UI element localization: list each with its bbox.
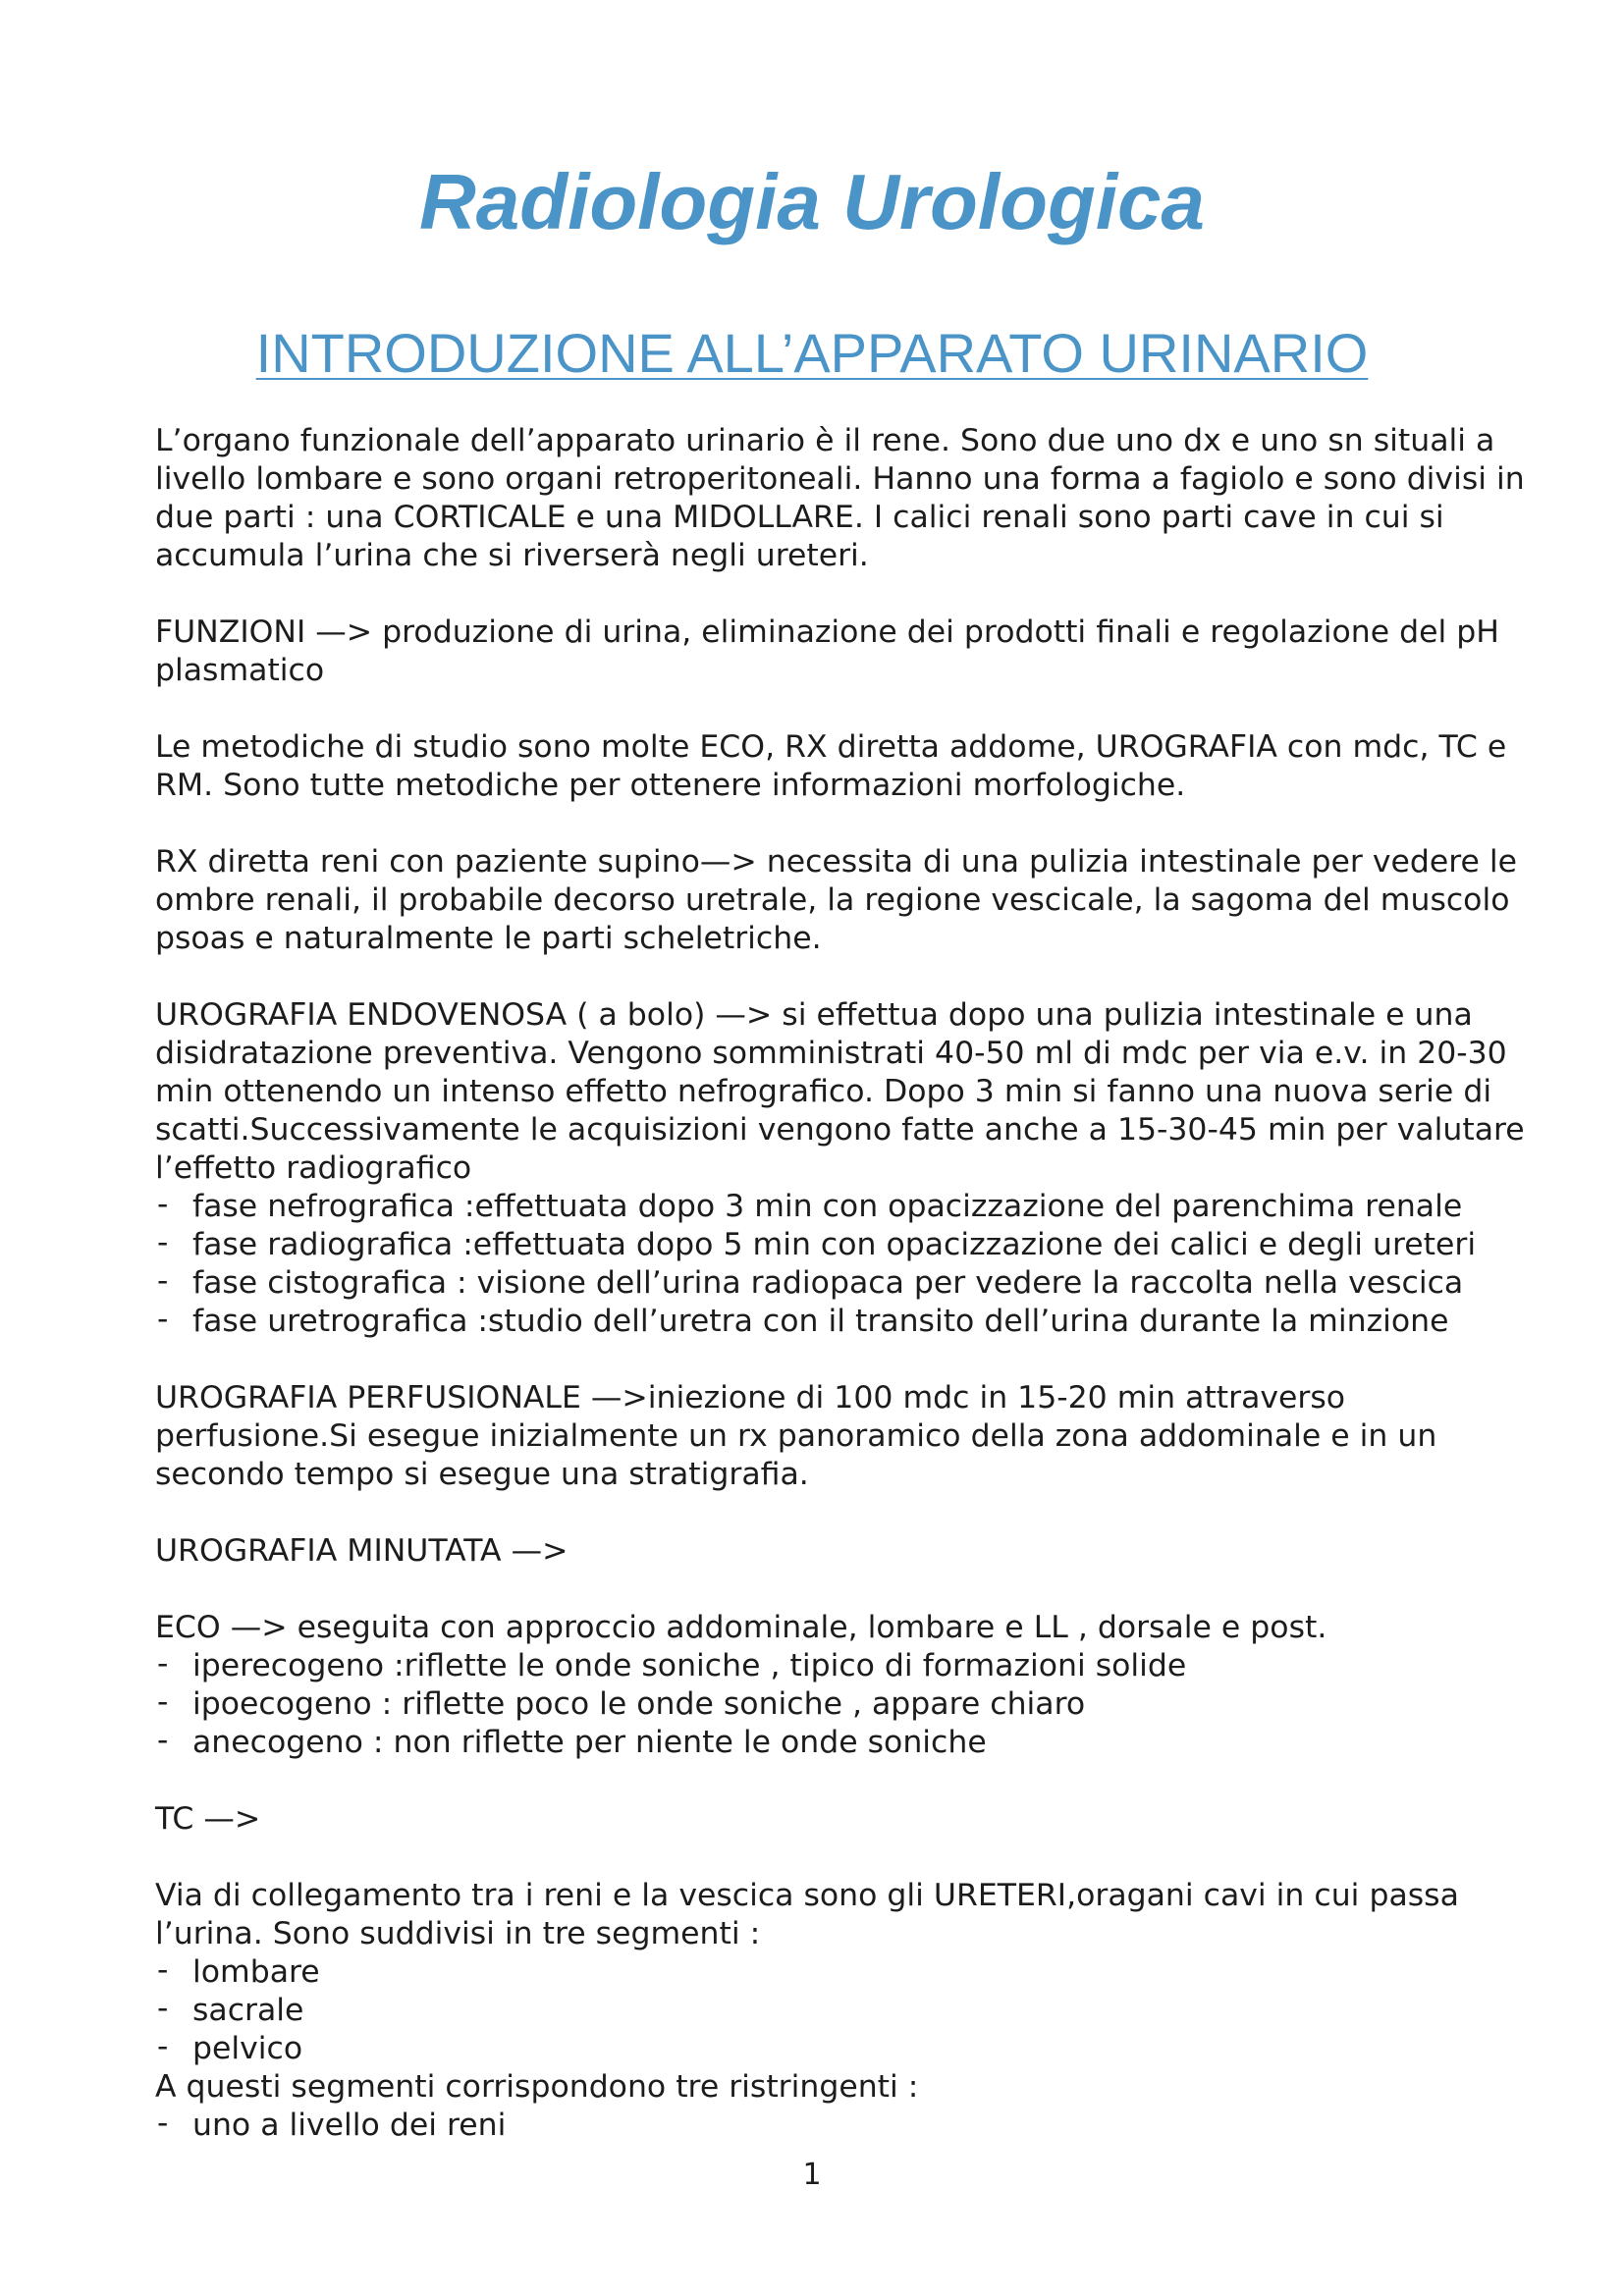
segmenti-list	[155, 1953, 1530, 2068]
eco-list	[155, 1647, 1530, 1762]
fasi-list	[155, 1188, 1530, 1341]
list-item: - fase uretrografica :studio dell’uretra con il transito dell’urina durante la minzione	[155, 1303, 1530, 1341]
list-item: - pelvico	[155, 2030, 1530, 2068]
document-body	[155, 422, 1530, 2145]
list-item: - anecogeno : non riflette per niente le onde soniche	[155, 1724, 1530, 1762]
urografia-endovenosa-paragraph: UROGRAFIA ENDOVENOSA ( a bolo) —> si effettua dopo una pulizia intestinale e una disidratazione preventiva. Vengono somministrati 40-50 ml di mdc per via e.v. in 20-30 min ottenendo un intenso effetto nefrografico. Dopo 3 min si fanno una nuova serie di scatti.Successivamente le acquisizioni vengono fatte anche a 15-30-45 min per valutare l’effetto radiografico	[155, 997, 1525, 1186]
tc-paragraph: TC —>	[155, 1801, 261, 1837]
urografia-perfusionale-paragraph: UROGRAFIA PERFUSIONALE —>iniezione di 100 mdc in 15-20 min attraverso perfusione.Si esegue inizialmente un rx panoramico della zona addominale e in un secondo tempo si esegue una stratigrafia.	[155, 1380, 1437, 1492]
list-item: - fase nefrografica :effettuata dopo 3 min con opacizzazione del parenchima renale	[155, 1188, 1530, 1226]
list-item: - fase radiografica :effettuata dopo 5 min con opacizzazione dei calici e degli ureteri	[155, 1226, 1530, 1264]
metodiche-paragraph: Le metodiche di studio sono molte ECO, RX diretta addome, UROGRAFIA con mdc, TC e RM. Sono tutte metodiche per ottenere informazioni morfologiche.	[155, 729, 1507, 803]
list-item: - fase cistografica : visione dell’urina radiopaca per vedere la raccolta nella vescica	[155, 1264, 1530, 1303]
list-item: - lombare	[155, 1953, 1530, 1992]
rx-diretta-paragraph: RX diretta reni con paziente supino—> necessita di una pulizia intestinale per vedere le ombre renali, il probabile decorso uretrale, la regione vescicale, la sagoma del muscolo psoas e naturalmente le parti scheletriche.	[155, 844, 1517, 956]
ristringenti-list	[155, 2107, 1530, 2145]
urografia-minutata-paragraph: UROGRAFIA MINUTATA —>	[155, 1533, 568, 1569]
list-item: - uno a livello dei reni	[155, 2107, 1530, 2145]
page-number: 1	[802, 2158, 822, 2192]
ureteri-paragraph: Via di collegamento tra i reni e la vescica sono gli URETERI,oragani cavi in cui passa l’urina. Sono suddivisi in tre segmenti :	[155, 1878, 1459, 1951]
document-title: Radiologia Urologica	[418, 158, 1206, 245]
funzioni-paragraph: FUNZIONI —> produzione di urina, eliminazione dei prodotti finali e regolazione del pH plasmatico	[155, 614, 1499, 688]
eco-paragraph: ECO —> eseguita con approccio addominale, lombare e LL , dorsale e post.	[155, 1610, 1327, 1645]
list-item: - ipoecogeno : riflette poco le onde soniche , appare chiaro	[155, 1685, 1530, 1724]
list-item: - sacrale	[155, 1992, 1530, 2030]
ristringenti-intro: A questi segmenti corrispondono tre ristringenti :	[155, 2069, 919, 2105]
intro-paragraph: L’organo funzionale dell’apparato urinario è il rene. Sono due uno dx e uno sn situali a livello lombare e sono organi retroperitoneali. Hanno una forma a fagiolo e sono divisi in due parti : una CORTICALE e una MIDOLLARE. I calici renali sono parti cave in cui si accumula l’urina che si riverserà negli ureteri.	[155, 423, 1525, 573]
section-heading: INTRODUZIONE ALL’APPARATO URINARIO	[255, 322, 1369, 384]
list-item: - iperecogeno :riflette le onde soniche , tipico di formazioni solide	[155, 1647, 1530, 1685]
